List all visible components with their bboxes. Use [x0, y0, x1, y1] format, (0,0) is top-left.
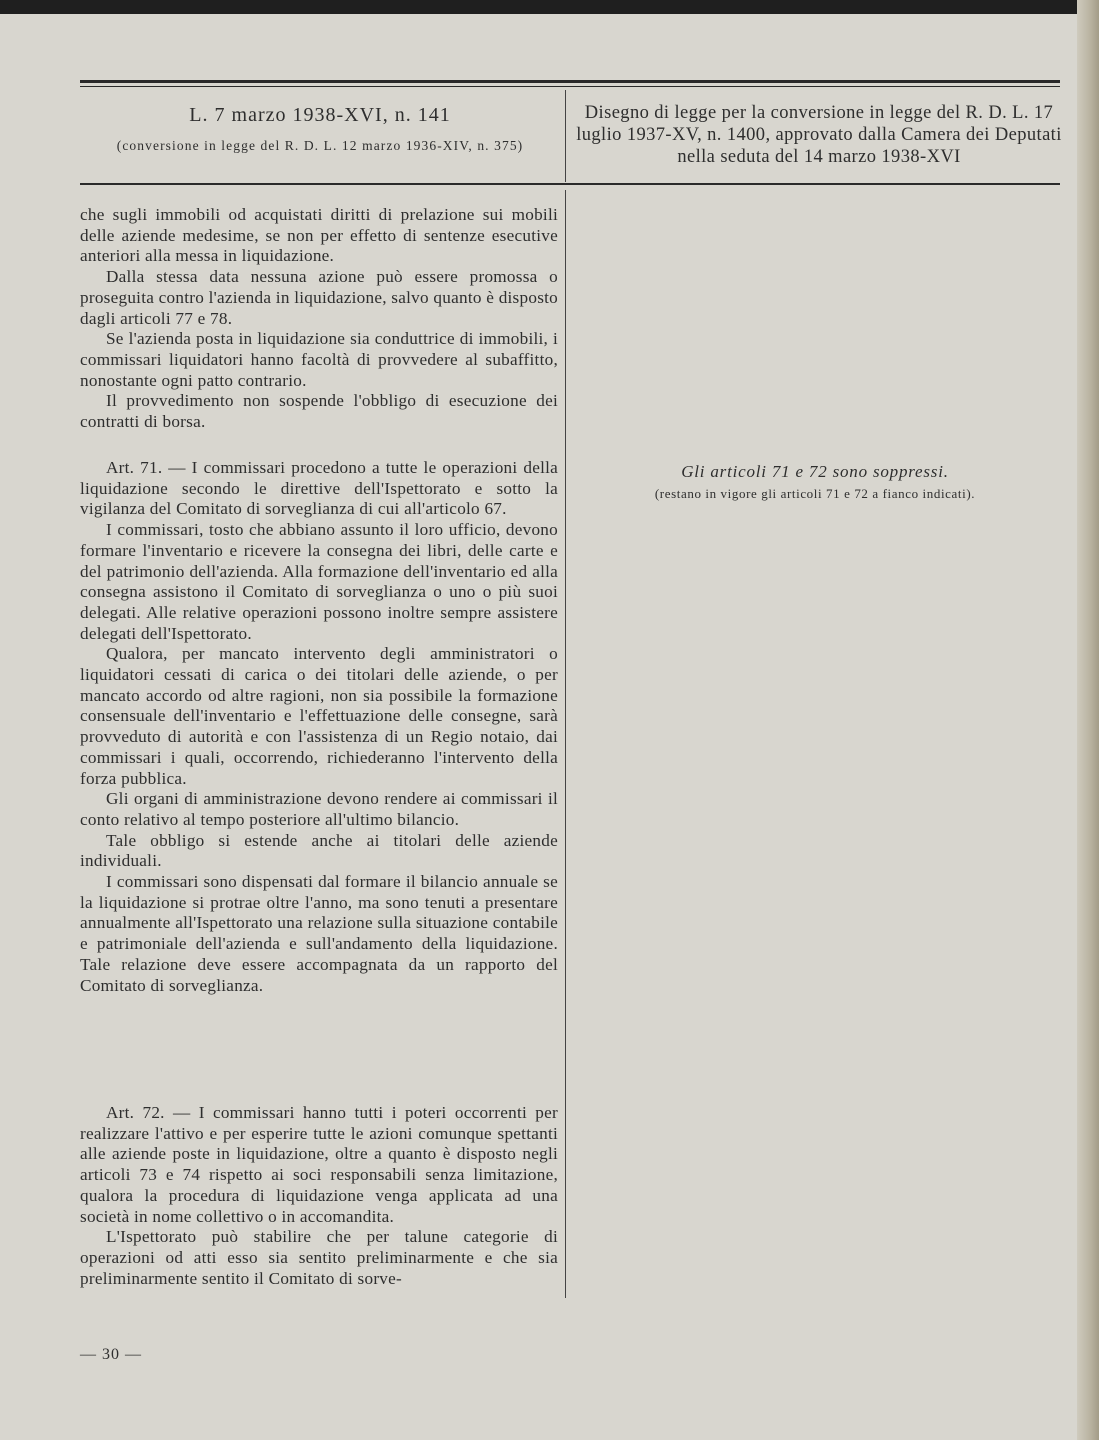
left-column-header [80, 102, 560, 154]
header-column-divider [565, 90, 566, 182]
paragraph: Qualora, per mancato intervento degli amministratori o liquidatori cessati di carica o dei titolari delle aziende, o per mancato accordo od altre ragioni, non sia possibile la formazione consensuale dell'inventario e l'effettuazione delle consegne, sarà provveduto di autorità e con l'assistenza di un Regio notaio, dai commissari i quali, occorrendo, richiederanno l'intervento della forza pubblica. [80, 644, 558, 788]
scan-right-edge [1077, 0, 1099, 1440]
paragraph: Gli organi di amministrazione devono rendere ai commissari il conto relativo al tempo posteriore all'ultimo bilancio. [80, 789, 558, 829]
paragraph: I commissari sono dispensati dal formare il bilancio annuale se la liquidazione si protrae oltre l'anno, ma sono tenuti a presentare annualmente all'Ispettorato una relazione sulla situazione contabile e patrimoniale dell'azienda e sull'andamento della liquidazione. Tale relazione deve essere accompagnata da un rapporto del Comitato di sorveglianza. [80, 872, 558, 995]
left-header-title: L. 7 marzo 1938-XVI, n. 141 [189, 104, 451, 126]
article-71 [80, 458, 558, 996]
body-column-divider [565, 190, 566, 1298]
suppression-note-detail: (restano in vigore gli articoli 71 e 72 a fianco indicati). [654, 486, 976, 501]
left-text-block-continuation [80, 205, 558, 433]
left-header-subtitle: (conversione in legge del R. D. L. 12 marzo 1936-XIV, n. 375) [116, 138, 524, 153]
right-column-note [575, 462, 1055, 502]
paragraph: Art. 71. — I commissari procedono a tutte le operazioni della liquidazione secondo le direttive dell'Ispettorato e sotto la vigilanza del Comitato di sorveglianza di cui all'articolo 67. [80, 458, 558, 519]
paragraph: Tale obbligo si estende anche ai titolari delle aziende individuali. [80, 830, 558, 871]
right-column-header: Disegno di legge per la conversione in legge del R. D. L. 17 luglio 1937-XV, n. 1400, approvato dalla Camera dei Deputati nella seduta del 14 marzo 1938-XVI [576, 103, 1062, 167]
paragraph: che sugli immobili od acquistati diritti di prelazione sui mobili delle aziende medesime, se non per effetto di sentenze esecutive anteriori alla messa in liquidazione. [80, 205, 558, 266]
scan-top-edge [0, 0, 1099, 14]
header-bottom-rule [80, 183, 1060, 185]
paragraph: L'Ispettorato può stabilire che per talune categorie di operazioni od atti esso sia sentito preliminarmente e che sia preliminarmente sentito il Comitato di sorve- [80, 1227, 558, 1288]
header-top-rule [80, 80, 1060, 83]
paragraph: Art. 72. — I commissari hanno tutti i poteri occorrenti per realizzare l'attivo e per esperire tutte le azioni comunque spettanti alle aziende poste in liquidazione, oltre a quanto è disposto negli articoli 73 e 74 rispetto ai soci responsabili senza limitazione, qualora la procedura di liquidazione venga applicata ad una società in nome collettivo o in accomandita. [80, 1103, 558, 1226]
paragraph: Se l'azienda posta in liquidazione sia conduttrice di immobili, i commissari liquidatori hanno facoltà di provvedere al subaffitto, nonostante ogni patto contrario. [80, 329, 558, 390]
paragraph: Dalla stessa data nessuna azione può essere promossa o proseguita contro l'azienda in liquidazione, salvo quanto è disposto dagli articoli 77 e 78. [80, 267, 558, 328]
paragraph: I commissari, tosto che abbiano assunto il loro ufficio, devono formare l'inventario e ricevere la consegna dei libri, delle carte e del patrimonio dell'azienda. Alla formazione dell'inventario ed alla consegna assistono il Comitato di sorveglianza o uno o più suoi delegati. Alle relative operazioni possono inoltre sempre assistere delegati dell'Ispettorato. [80, 520, 558, 643]
header-top-thin-rule [80, 86, 1060, 87]
suppression-note: Gli articoli 71 e 72 sono soppressi. [681, 462, 949, 481]
paragraph: Il provvedimento non sospende l'obbligo di esecuzione dei contratti di borsa. [80, 391, 558, 432]
article-72 [80, 1103, 558, 1289]
page-number: — 30 — [80, 1346, 142, 1363]
